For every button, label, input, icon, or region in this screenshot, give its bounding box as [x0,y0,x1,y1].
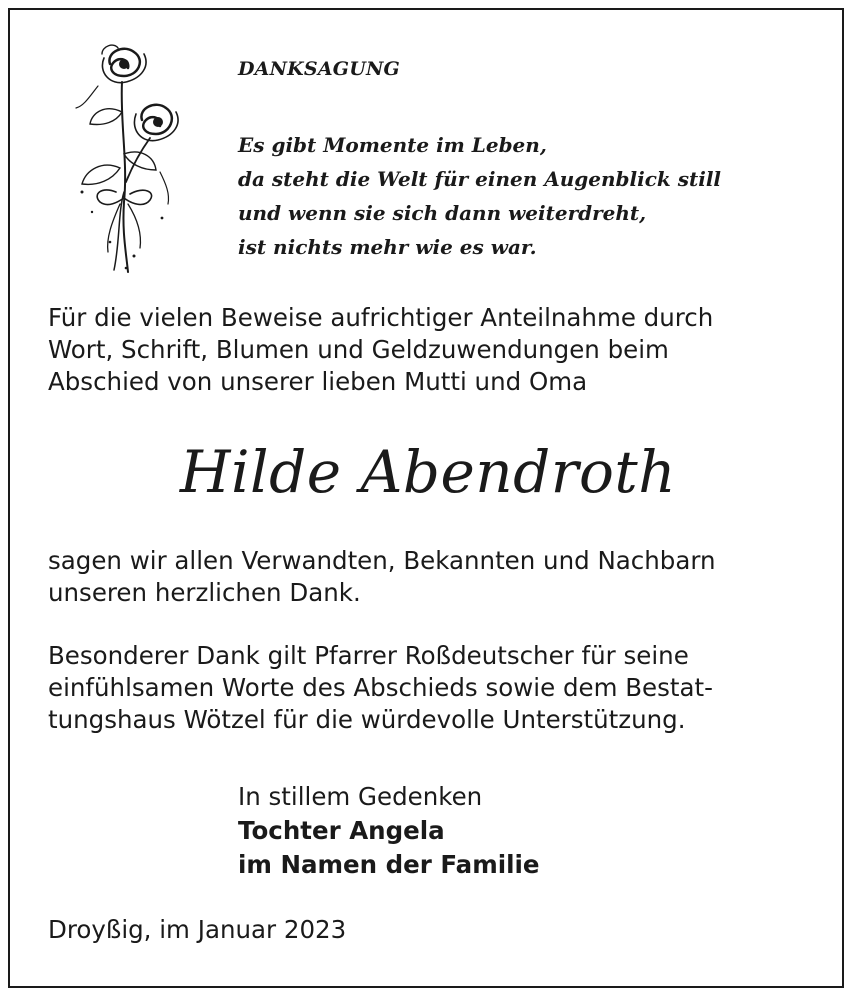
place-date: Droyßig, im Januar 2023 [48,915,347,944]
thanks-line: sagen wir allen Verwandten, Bekannten und Nachbarn [48,546,716,575]
deceased-name: Hilde Abendroth [179,438,677,506]
poem-line: und wenn sie sich dann weiterdreht, [238,201,647,225]
poem-line: ist nichts mehr wie es war. [238,235,537,259]
signature-block [238,780,540,882]
poem [238,128,721,264]
intro-line: Für die vielen Beweise aufrichtiger Anteilnahme durch [48,303,714,332]
intro-line: Wort, Schrift, Blumen und Geldzuwendungen beim [48,335,669,364]
poem-line: da steht die Welt für einen Augenblick still [238,167,722,191]
special-thanks-line: einfühlsamen Worte des Abschieds sowie dem Bestat- [48,673,713,702]
notice-heading: DANKSAGUNG [238,58,400,80]
intro-paragraph [48,302,713,398]
special-thanks-paragraph [48,640,713,736]
signature-name: Tochter Angela [238,816,445,845]
thanks-line: unseren herzlichen Dank. [48,578,361,607]
intro-line: Abschied von unserer lieben Mutti und Oma [48,367,588,396]
signature-family: im Namen der Familie [238,850,540,879]
poem-line: Es gibt Momente im Leben, [238,133,547,157]
special-thanks-line: tungshaus Wötzel für die würdevolle Unterstützung. [48,705,686,734]
signature-line: In stillem Gedenken [238,782,483,811]
special-thanks-line: Besonderer Dank gilt Pfarrer Roßdeutscher für seine [48,641,689,670]
thanks-paragraph [48,545,716,609]
rose-icon [62,42,184,276]
